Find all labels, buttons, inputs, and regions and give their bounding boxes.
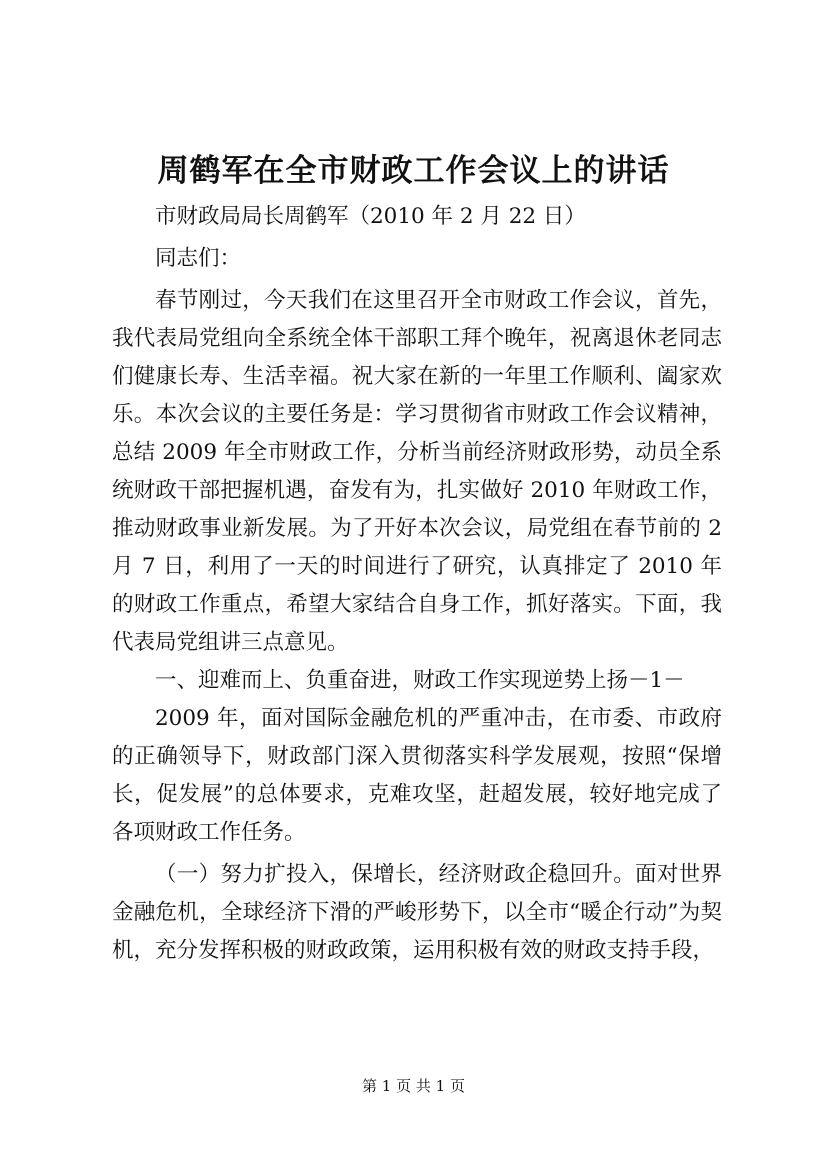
section-heading-one: 一、迎难而上、负重奋进，财政工作实现逆势上扬－1－ [155,668,685,693]
document-body [112,282,722,970]
paragraph-opening: 春节刚过，今天我们在这里召开全市财政工作会议，首先，我代表局党组向全系统全体干部职工拜个晚年，祝离退休老同志们健康长寿、生活幸福。祝大家在新的一年里工作顺利、阖家欢乐。本次会议的主要任务是：学习贯彻省市财政工作会议精神，总结 2009 年全市财政工作，分析当前经济财政形势，动员全系统财政干部把握机遇，奋发有为，扎实做好 2010 年财政工作，推动财政事业新发展。为了开好本次会议，局党组在春节前的 2 月 7 日，利用了一天的时间进行了研究，认真排定了 2010 年的财政工作重点，希望大家结合自身工作，抓好落实。下面，我代表局党组讲三点意见。 [112,288,722,655]
paragraph-investment: （一）努力扩投入，保增长，经济财政企稳回升。面对世界金融危机，全球经济下滑的严峻形势下，以全市“暖企行动”为契机，充分发挥积极的财政政策，运用积极有效的财政支持手段， [112,862,722,963]
byline: 市财政局局长周鹤军（2010 年 2 月 22 日） [155,204,586,229]
page-footer: 第 1 页 共 1 页 [362,1077,465,1095]
document-title: 周鹤军在全市财政工作会议上的讲话 [157,153,670,189]
salutation: 同志们： [155,246,242,271]
paragraph-2009-review: 2009 年，面对国际金融危机的严重冲击，在市委、市政府的正确领导下，财政部门深入贯彻落实科学发展观，按照“保增长，促发展”的总体要求，克难攻坚，赶超发展，较好地完成了各项财政工作任务。 [112,706,722,845]
